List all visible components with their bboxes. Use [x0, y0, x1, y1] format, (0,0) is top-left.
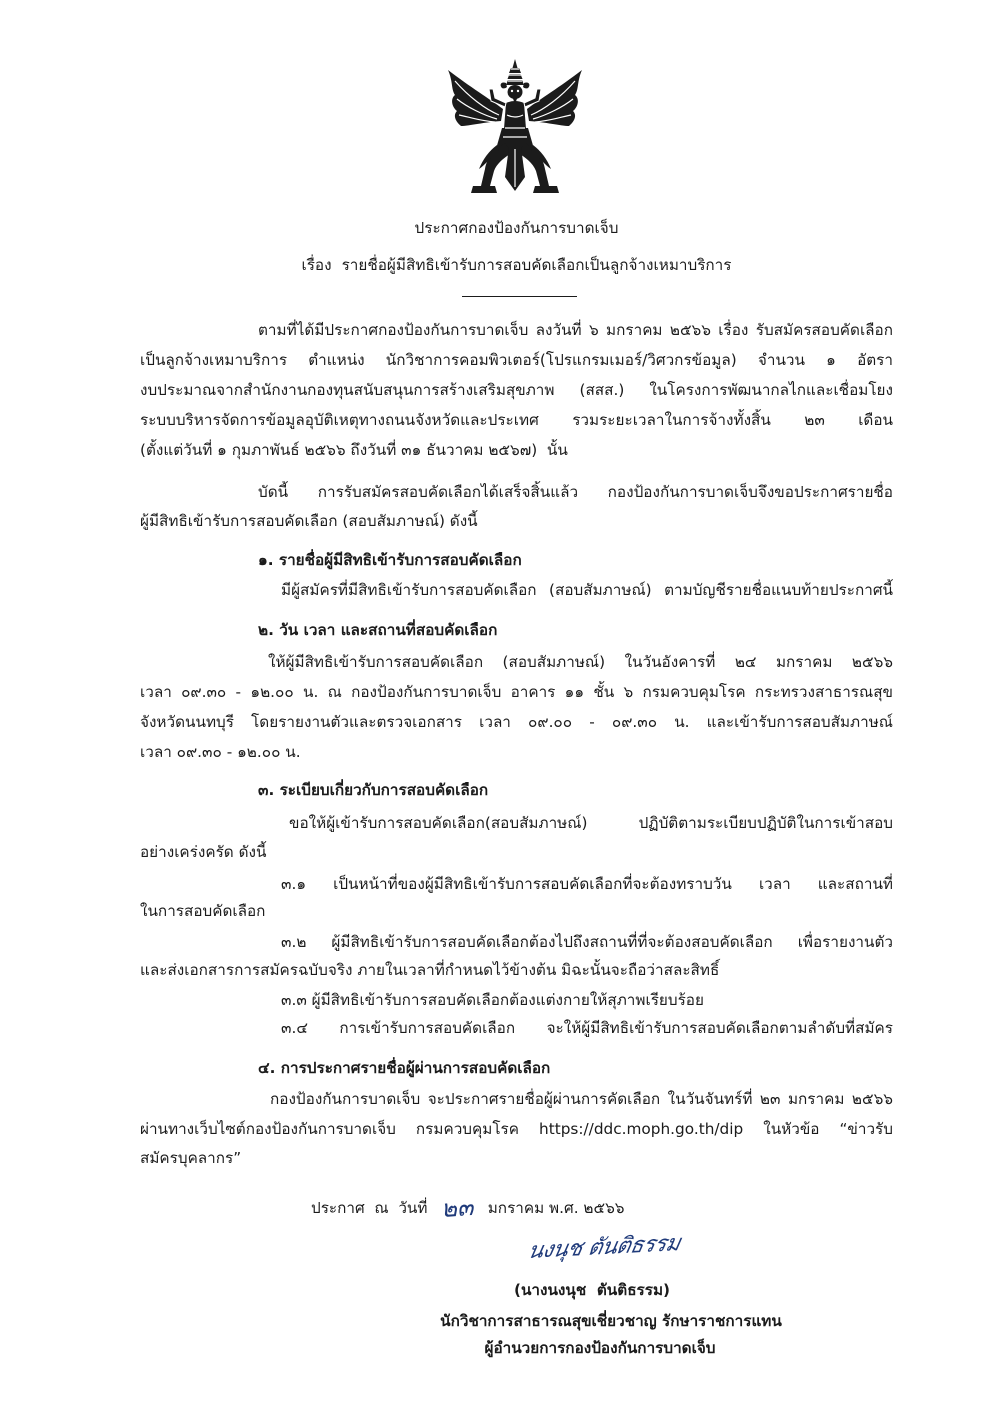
subject-text: รายชื่อผู้มีสิทธิเข้ารับการสอบคัดเลือกเป็นลูกจ้างเหมาบริการ	[341, 256, 732, 274]
notice-line-2: ผู้มีสิทธิเข้ารับการสอบคัดเลือก (สอบสัมภาษณ์) ดังนี้	[140, 512, 478, 530]
rule-3-4-line-1: ๓.๔ การเข้ารับการสอบคัดเลือก จะให้ผู้มีสิทธิเข้ารับการสอบคัดเลือกตามลำดับที่สมัคร	[281, 1019, 893, 1037]
section-3-line-1: ขอให้ผู้เข้ารับการสอบคัดเลือก(สอบสัมภาษณ์) ปฏิบัติตามระเบียบปฏิบัติในการเข้าสอบ	[289, 814, 893, 832]
handwritten-signature: นงนุช ตันติธรรม	[525, 1230, 683, 1265]
section-4-line-3: สมัครบุคลากร”	[140, 1149, 242, 1167]
section-3-heading: ๓. ระเบียบเกี่ยวกับการสอบคัดเลือก	[258, 781, 489, 799]
announcement-title: ประกาศกองป้องกันการบาดเจ็บ	[414, 219, 619, 237]
subject-label: เรื่อง	[301, 256, 332, 274]
intro-line-1: ตามที่ได้มีประกาศกองป้องกันการบาดเจ็บ ลงวันที่ ๖ มกราคม ๒๕๖๖ เรื่อง รับสมัครสอบคัดเลือก	[258, 321, 893, 339]
section-2-heading: ๒. วัน เวลา และสถานที่สอบคัดเลือก	[258, 621, 498, 639]
subject-line	[140, 251, 893, 279]
rule-3-3-line-1: ๓.๓ ผู้มีสิทธิเข้ารับการสอบคัดเลือกต้องแต่งกายให้สุภาพเรียบร้อย	[281, 991, 704, 1009]
issued-prefix: ประกาศ ณ วันที่	[311, 1198, 428, 1217]
intro-line-4: ระบบบริหารจัดการข้อมูลอุบัติเหตุทางถนนจังหวัดและประเทศ รวมระยะเวลาในการจ้างทั้งสิ้น ๒๓ เดือน	[140, 411, 893, 429]
header-divider	[462, 296, 577, 297]
rule-3-1-line-1: ๓.๑ เป็นหน้าที่ของผู้มีสิทธิเข้ารับการสอบคัดเลือกที่จะต้องทราบวัน เวลา และสถานที่	[281, 875, 893, 893]
intro-line-3: งบประมาณจากสำนักงานกองทุนสนับสนุนการสร้างเสริมสุขภาพ (สสส.) ในโครงการพัฒนากลไกและเชื่อมโยง	[140, 381, 893, 399]
section-1-line-1: มีผู้สมัครที่มีสิทธิเข้ารับการสอบคัดเลือก (สอบสัมภาษณ์) ตามบัญชีรายชื่อแนบท้ายประกาศนี้	[281, 581, 893, 599]
issued-day-handwritten: ๒๓	[440, 1192, 475, 1223]
section-4-line-2: ผ่านทางเว็บไซต์กองป้องกันการบาดเจ็บ กรมควบคุมโรค https://ddc.moph.go.th/dip ในหัวข้อ “ข่าวรับ	[140, 1120, 893, 1138]
section-4-line-1: กองป้องกันการบาดเจ็บ จะประกาศรายชื่อผู้ผ่านการคัดเลือก ในวันจันทร์ที่ ๒๓ มกราคม ๒๕๖๖	[270, 1090, 893, 1108]
section-2-line-3: จังหวัดนนทบุรี โดยรายงานตัวและตรวจเอกสาร เวลา ๐๙.๐๐ - ๐๙.๓๐ น. และเข้ารับการสอบสัมภาษณ์	[140, 713, 893, 731]
section-3-line-2: อย่างเคร่งครัด ดังนี้	[140, 843, 267, 861]
section-2-line-1: ให้ผู้มีสิทธิเข้ารับการสอบคัดเลือก (สอบสัมภาษณ์) ในวันอังคารที่ ๒๔ มกราคม ๒๕๖๖	[268, 653, 893, 671]
section-2-line-4: เวลา ๐๙.๓๐ - ๑๒.๐๐ น.	[140, 743, 301, 761]
issued-suffix: มกราคม พ.ศ. ๒๕๖๖	[487, 1198, 625, 1217]
section-2-line-2: เวลา ๐๙.๓๐ - ๑๒.๐๐ น. ณ กองป้องกันการบาดเจ็บ อาคาร ๑๑ ชั้น ๖ กรมควบคุมโรค กระทรวงสาธารณสุข	[140, 683, 893, 701]
notice-line-1: บัดนี้ การรับสมัครสอบคัดเลือกได้เสร็จสิ้นแล้ว กองป้องกันการบาดเจ็บจึงขอประกาศรายชื่อ	[258, 483, 893, 501]
issued-date-line	[311, 1190, 625, 1224]
intro-line-2: เป็นลูกจ้างเหมาบริการ ตำแหน่ง นักวิชาการคอมพิวเตอร์(โปรแกรมเมอร์/วิศวกรข้อมูล) จำนวน ๑ อัตรา	[140, 351, 893, 369]
garuda-emblem-icon	[445, 58, 585, 200]
signatory-name: (นางนงนุช ตันติธรรม)	[513, 1281, 671, 1299]
signatory-position: นักวิชาการสาธารณสุขเชี่ยวชาญ รักษาราชการแทน	[440, 1312, 782, 1330]
rule-3-2-line-1: ๓.๒ ผู้มีสิทธิเข้ารับการสอบคัดเลือกต้องไปถึงสถานที่ที่จะต้องสอบคัดเลือก เพื่อรายงานตัว	[281, 933, 893, 951]
signatory-office: ผู้อำนวยการกองป้องกันการบาดเจ็บ	[484, 1339, 716, 1357]
rule-3-1-line-2: ในการสอบคัดเลือก	[140, 902, 266, 920]
intro-line-5: (ตั้งแต่วันที่ ๑ กุมภาพันธ์ ๒๕๖๖ ถึงวันที่ ๓๑ ธันวาคม ๒๕๖๗) นั้น	[140, 441, 568, 459]
section-4-heading: ๔. การประกาศรายชื่อผู้ผ่านการสอบคัดเลือก	[258, 1059, 551, 1077]
section-1-heading: ๑. รายชื่อผู้มีสิทธิเข้ารับการสอบคัดเลือก	[258, 551, 522, 569]
rule-3-2-line-2: และส่งเอกสารการสมัครฉบับจริง ภายในเวลาที่กำหนดไว้ข้างต้น มิฉะนั้นจะถือว่าสละสิทธิ์	[140, 961, 720, 979]
